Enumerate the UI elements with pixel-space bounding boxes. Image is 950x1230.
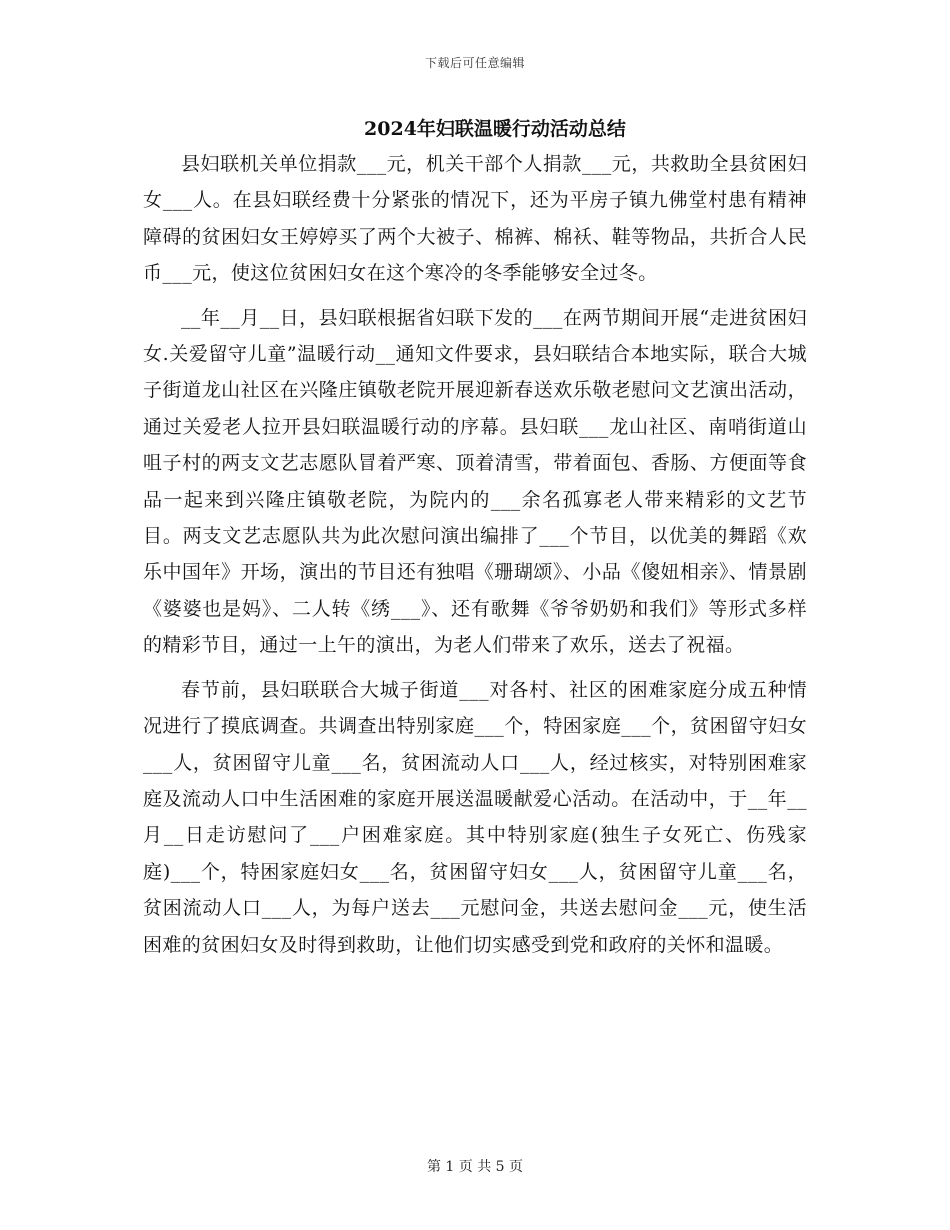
paragraph-2: __年__月__日，县妇联根据省妇联下发的___在两节期间开展“走进贫困妇女.关爱留守儿童”温暖行动__通知文件要求，县妇联结合本地实际，联合大城子街道龙山社区在兴隆庄镇敬老院开展迎新春送欢乐敬老慰问文艺演出活动，通过关爱老人拉开县妇联温暖行动的序幕。县妇联___龙山社区、南哨街道山咀子村的两支文艺志愿队冒着严寒、顶着清雪，带着面包、香肠、方便面等食品一起来到兴隆庄镇敬老院，为院内的___余名孤寡老人带来精彩的文艺节目。两支文艺志愿队共为此次慰问演出编排了___个节目，以优美的舞蹈《欢乐中国年》开场，演出的节目还有独唱《珊瑚颂》、小品《傻妞相亲》、情景剧《婆婆也是妈》、二人转《绣___》、还有歌舞《爷爷奶奶和我们》等形式多样的精彩节目，通过一上午的演出，为老人们带来了欢乐，送去了祝福。 xyxy=(143,306,807,657)
paragraph-3: 春节前，县妇联联合大城子街道___对各村、社区的困难家庭分成五种情况进行了摸底调查。共调查出特别家庭___个，特困家庭___个，贫困留守妇女___人，贫困留守儿童___名，贫困流动人口___人，经过核实，对特别困难家庭及流动人口中生活困难的家庭开展送温暖献爱心活动。在活动中，于__年__月__日走访慰问了___户困难家庭。其中特别家庭(独生子女死亡、伤残家庭)___个，特困家庭妇女___名，贫困留守妇女___人，贫困留守儿童___名，贫困流动人口___人，为每户送去___元慰问金，共送去慰问金___元，使生活困难的贫困妇女及时得到救助，让他们切实感受到党和政府的关怀和温暖。 xyxy=(143,678,807,956)
document-title: 2024年妇联温暖行动活动总结 xyxy=(364,118,626,140)
header-note: 下载后可任意编辑 xyxy=(424,56,525,70)
page-footer: 第 1 页 共 5 页 xyxy=(426,1159,524,1175)
paragraph-1: 县妇联机关单位捐款___元，机关干部个人捐款___元，共救助全县贫困妇女___人。在县妇联经费十分紧张的情况下，还为平房子镇九佛堂村患有精神障碍的贫困妇女王婷婷买了两个大被子、棉裤、棉袄、鞋等物品，共折合人民币___元，使这位贫困妇女在这个寒冷的冬季能够安全过冬。 xyxy=(143,153,807,285)
document-body xyxy=(143,146,807,971)
